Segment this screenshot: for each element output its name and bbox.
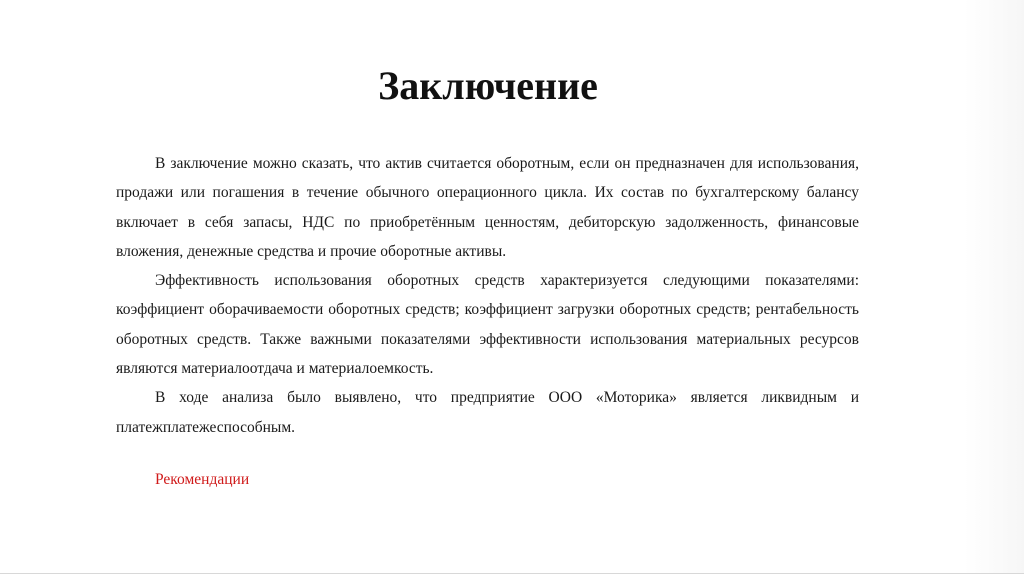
paragraph-conclusion: В заключение можно сказать, что актив считается оборотным, если он предназначен для использования, продажи или погашения в течение обычного операционного цикла. Их состав по бухгалтерскому балансу включает в себя запасы, НДС по приобретённым ценностям, дебиторскую задолженность, финансовые вложения, денежные средства и прочие оборотные активы. (116, 155, 859, 260)
recommendations-link[interactable]: Рекомендации (155, 471, 250, 488)
paragraph-analysis: В ходе анализа было выявлено, что предприятие ООО «Моторика» является ликвидным и платежплатежеспособным. (116, 389, 859, 436)
paragraph-efficiency: Эффективность использования оборотных средств характеризуется следующими показателями: коэффициент оборачиваемости оборотных средств; коэффициент загрузки оборотных средств; рентабельность оборотных средств. Также важными показателями эффективности использования материальных ресурсов являются материалоотдача и материалоемкость. (116, 272, 859, 378)
slide-title: Заключение (378, 63, 598, 108)
slide-body (116, 149, 859, 442)
